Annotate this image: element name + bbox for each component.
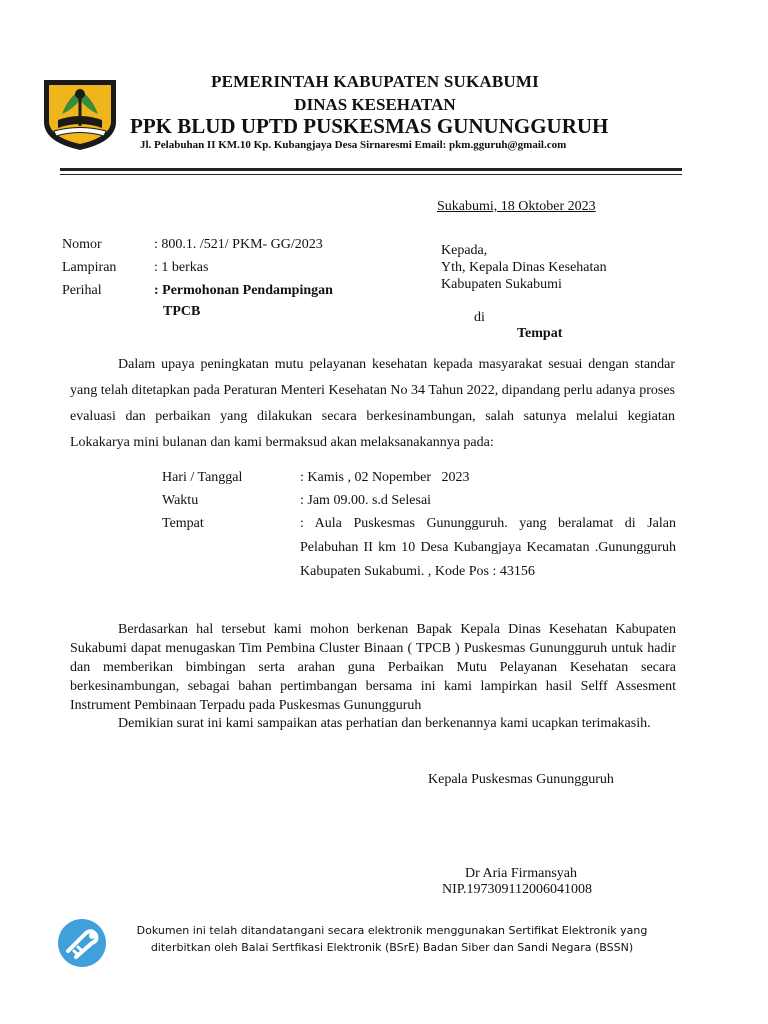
signature-title: Kepala Puskesmas Gunungguruh — [428, 772, 614, 787]
signatory-nip: NIP.197309112006041008 — [442, 882, 592, 897]
meta-value-perihal: : Permohonan Pendampingan — [154, 283, 333, 298]
recipient-place: Tempat — [517, 326, 563, 341]
letterhead-divider-thick — [60, 168, 682, 171]
bsre-badge-icon — [56, 917, 108, 969]
meta-label-nomor: Nomor — [62, 237, 102, 252]
request-paragraph: Berdasarkan hal tersebut kami mohon berkenan Bapak Kepala Dinas Kesehatan Kabupaten Sukabumi dapat menugaskan Tim Pembina Cluster Binaan ( TPCB ) Puskesmas Gunungguruh untuk hadir dan memberikan bimbingan serta arahan guna Perbaikan Mutu Pelayanan Kesehatan secara berkesinambungan, sebagai bahan pertimbangan bersama ini kami lampirkan hasil Selff Assesment Instrument Pembinaan Terpadu pada Puskesmas Gunungguruh — [70, 622, 676, 713]
subject-continuation: TPCB — [163, 304, 201, 319]
e-signature-notice — [112, 922, 672, 956]
schedule-label-date: Hari / Tanggal — [162, 470, 243, 485]
kabupaten-sukabumi-logo — [40, 76, 120, 152]
schedule-label-time: Waktu — [162, 493, 199, 508]
schedule-value-date: : Kamis , 02 Nopember 2023 — [300, 470, 470, 485]
meta-value-lampiran: : 1 berkas — [154, 260, 209, 275]
letterhead-institution: PPK BLUD UPTD PUSKESMAS GUNUNGGURUH — [130, 114, 609, 138]
letterhead-government: PEMERINTAH KABUPATEN SUKABUMI — [211, 72, 539, 91]
meta-label-perihal: Perihal — [62, 283, 102, 298]
letterhead-agency: DINAS KESEHATAN — [294, 95, 456, 114]
schedule-label-place: Tempat — [162, 516, 204, 531]
recipient-title: Yth, Kepala Dinas Kesehatan — [441, 260, 607, 275]
recipient-greeting: Kepada, — [441, 243, 488, 258]
letterhead-address: Jl. Pelabuhan II KM.10 Kp. Kubangjaya Desa Sirnaresmi Email: pkm.gguruh@gmail.com — [140, 139, 567, 151]
meta-value-nomor: : 800.1. /521/ PKM- GG/2023 — [154, 237, 323, 252]
recipient-region: Kabupaten Sukabumi — [441, 277, 562, 292]
meta-label-lampiran: Lampiran — [62, 260, 117, 275]
schedule-value-time: : Jam 09.00. s.d Selesai — [300, 493, 432, 508]
intro-paragraph: Dalam upaya peningkatan mutu pelayanan kesehatan kepada masyarakat sesuai dengan standar yang telah ditetapkan pada Peraturan Menteri Kesehatan No 34 Tahun 2022, dipandang perlu adanya proses evaluasi dan perbaikan yang dilakukan secara berkesinambungan, salah satunya melalui kegiatan Lokakarya mini bulanan dan kami bermaksud akan melaksanakannya pada: — [70, 357, 675, 450]
closing-paragraph: Demikian surat ini kami sampaikan atas perhatian dan berkenannya kami ucapkan terimakasih. — [118, 716, 651, 731]
letter-date: Sukabumi, 18 Oktober 2023 — [437, 199, 596, 214]
signatory-name: Dr Aria Firmansyah — [465, 866, 577, 881]
letterhead-divider-thin — [60, 174, 682, 175]
schedule-value-place: : Aula Puskesmas Gunungguruh. yang beralamat di Jalan Pelabuhan II km 10 Desa Kubangjaya Kecamatan .Gunungguruh Kabupaten Sukabumi. , Kode Pos : 43156 — [300, 516, 676, 579]
e-signature-line-1: Dokumen ini telah ditandatangani secara elektronik menggunakan Sertifikat Elektronik yang — [136, 924, 648, 937]
e-signature-line-2: diterbitkan oleh Balai Sertfikasi Elektronik (BSrE) Badan Siber dan Sandi Negara (BSSN) — [150, 941, 634, 954]
recipient-di: di — [474, 310, 485, 325]
